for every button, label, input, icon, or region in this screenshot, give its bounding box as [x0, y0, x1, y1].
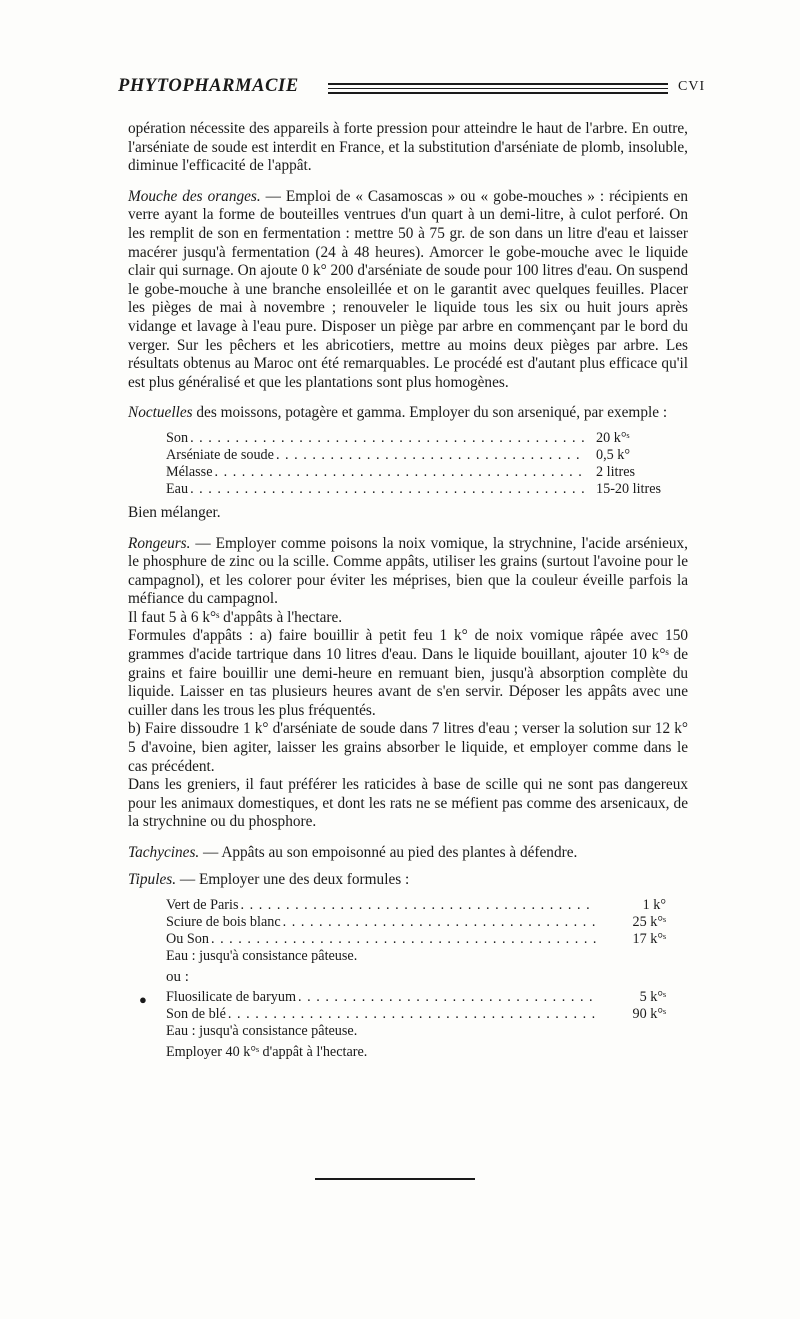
- heading-rongeurs: Rongeurs.: [128, 534, 191, 552]
- eau-line-1: Eau : jusqu'à consistance pâteuse.: [166, 948, 358, 965]
- recipe-item: Ou Son: [166, 931, 209, 948]
- text-tachycines: — Appâts au son empoisonné au pied des plantes à défendre.: [199, 844, 578, 861]
- recipe-item: Fluosilicate de baryum: [166, 989, 297, 1006]
- recipe-noctuelles: [166, 430, 678, 498]
- rongeurs-p2: Il faut 5 à 6 k°ˢ d'appâts à l'hectare.: [128, 608, 343, 626]
- recipe-qty: 2 litres: [596, 463, 636, 480]
- recipe-item: Arséniate de soude: [166, 446, 274, 463]
- running-title: PHYTOPHARMACIE: [118, 76, 299, 96]
- running-header: [110, 72, 706, 106]
- recipe-row: [166, 914, 678, 931]
- paragraph-tachycines: [128, 844, 688, 863]
- heading-tachycines: Tachycines.: [128, 844, 200, 861]
- recipe-row: [166, 1006, 678, 1023]
- paragraph-intro: opération nécessite des appareils à forte pression pour atteindre le haut de l'arbre. En outre, l'arséniate de soude est interdit en France, et la substitution d'arséniate de plomb, insoluble, diminue l'efficacité de l'appât.: [128, 120, 688, 175]
- recipe-row: [166, 430, 678, 447]
- paragraph-rongeurs: [128, 535, 688, 609]
- recipe-item: Vert de Paris: [166, 897, 239, 914]
- paragraph-tipules: [128, 871, 688, 890]
- recipe-row: [166, 481, 678, 498]
- paragraph-noctuelles: [128, 404, 688, 423]
- rongeurs-p3: Formules d'appâts : a) faire bouillir à petit feu 1 k° de noix vomique râpée avec 150 grammes d'acide tartrique dans 10 litres d'eau. Dans le liquide bouillant, ajouter 10 k°ˢ de grains et faire bouillir une demi-heure en remuant bien, jusqu'à absorption complète du liquide. Laisser en tas plusieurs heures avant de s'en servir. Déposer les appâts avec une cuiller dans les trous les plus fréquentés.: [128, 627, 688, 719]
- recipe-row: [166, 931, 678, 948]
- body-text: [128, 120, 688, 1061]
- text-tipules: — Employer une des deux formules :: [176, 870, 410, 888]
- recipe-item: Son de blé: [166, 1006, 226, 1023]
- rongeurs-p5: Dans les greniers, il faut préférer les raticides à base de scille qui ne sont pas dangereux pour les animaux domestiques, et dont les rats ne se méfient pas comme des arsenicaux, de la strychnine ou du phosphore.: [128, 776, 688, 831]
- recipe-row: [166, 447, 678, 464]
- recipe-item: Sciure de bois blanc: [166, 914, 281, 931]
- recipe-item: Eau: [166, 480, 189, 497]
- text-rongeurs: — Employer comme poisons la noix vomique, la strychnine, l'acide arsénieux, le phosphure de zinc ou la scille. Comme appâts, utiliser les grains (surtout l'avoine pour le campagnol), et les colorer pour éviter les méprises, bien que la couleur éveille parfois la méfiance du campagnol.: [128, 534, 688, 608]
- text-noctuelles: des moissons, potagère et gamma. Employer du son arseniqué, par exemple :: [192, 404, 668, 422]
- heading-noctuelles: Noctuelles: [128, 404, 193, 422]
- header-rule: [328, 83, 668, 94]
- recipe-item: Son: [166, 429, 189, 446]
- recipe-qty: 20 k°ˢ: [596, 429, 630, 446]
- bullet-icon: ●: [139, 992, 147, 1007]
- employer-line: Employer 40 k°ˢ d'appât à l'hectare.: [166, 1044, 368, 1061]
- recipe-row: [166, 897, 678, 914]
- recipe-qty: 17 k°ˢ: [632, 931, 666, 948]
- recipe-qty: 1 k°: [642, 897, 666, 914]
- ou-line: ou :: [166, 969, 189, 986]
- noctuelles-after: Bien mélanger.: [128, 503, 221, 521]
- recipe-qty: 90 k°ˢ: [632, 1006, 666, 1023]
- recipe-qty: 0,5 k°: [596, 446, 631, 463]
- rongeurs-p4: b) Faire dissoudre 1 k° d'arséniate de soude dans 7 litres d'eau ; verser la solution sur 12 k° 5 d'avoine, bien agiter, laisser les grains absorber le liquide, et employer comme dans le cas précédent.: [128, 720, 688, 775]
- page-number: CVI: [678, 79, 706, 94]
- recipe-tipules-1: [166, 897, 678, 1061]
- heading-tipules: Tipules.: [128, 870, 177, 888]
- text-mouche: — Emploi de « Casamoscas » ou « gobe-mouches » : récipients en verre ayant la forme de bouteilles ventrues d'un quart à un demi-litre, à culot perforé. On les remplit de son en fermentation : mettre 50 à 75 gr. de son dans un litre d'eau et laisser macérer jusqu'à fermentation (24 à 48 heures). Amorcer le gobe-mouche avec le liquide clair qui surnage. On ajoute 0 k° 200 d'arséniate de soude pour 100 litres d'eau. On suspend le gobe-mouche à une branche ensoleillée et on le garantit avec quelques feuilles. Placer les pièges de mai à novembre ; renouveler le liquide tous les six ou huit jours après vidange et lavage à l'eau pure. Disposer un piège par arbre en commençant par le bord du verger. Sur les pêchers et les abricotiers, mettre au moins deux pièges par arbre. Les résultats obtenus au Maroc ont été remarquables. Le procédé est d'autant plus efficace qu'il est plus généralisé et que les plantations sont plus homogènes.: [128, 187, 688, 391]
- recipe-item: Mélasse: [166, 463, 213, 480]
- recipe-row: [166, 989, 678, 1006]
- recipe-qty: 25 k°ˢ: [632, 914, 666, 931]
- recipe-row: [166, 464, 678, 481]
- heading-mouche: Mouche des oranges.: [128, 187, 261, 205]
- eau-line-2: Eau : jusqu'à consistance pâteuse.: [166, 1023, 358, 1040]
- recipe-qty: 5 k°ˢ: [639, 989, 666, 1006]
- paragraph-mouche: [128, 188, 688, 393]
- bottom-rule: [315, 1178, 475, 1180]
- recipe-qty: 15-20 litres: [596, 480, 662, 497]
